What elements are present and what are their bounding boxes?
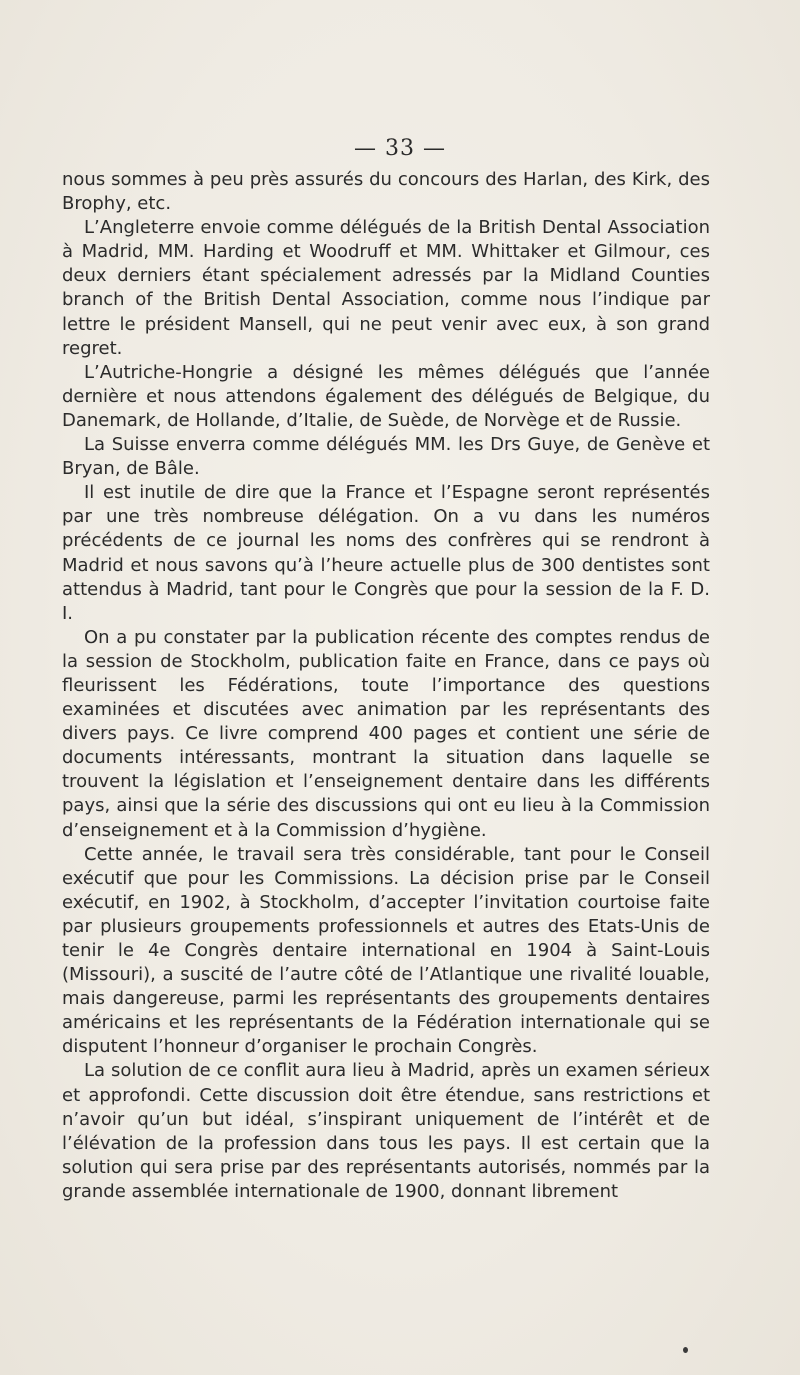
paragraph: La solution de ce conflit aura lieu à Madrid, après un examen sérieux et approfondi. Cette discussion doit être étendue, sans restrictions et n’avoir qu’un but idéal, s’inspirant uniquement de l’intérêt et de l’élévation de la profession dans tous les pays. Il est certain que la solution qui sera prise par des représentants autorisés, nommés par la grande assemblée internationale de 1900, donnant librement [62,1060,710,1202]
ink-dot-mark [683,1347,688,1353]
paragraph: Il est inutile de dire que la France et l’Espagne seront représentés par une très nombreuse délégation. On a vu dans les numéros précédents de ce journal les noms des confrères qui se rendront à Madrid et nous savons qu’à l’heure actuelle plus de 300 dentistes sont attendus à Madrid, tant pour le Congrès que pour la session de la F. D. I. [62,482,710,624]
paragraph: L’Autriche-Hongrie a désigné les mêmes délégués que l’année dernière et nous attendons également des délégués de Belgique, du Danemark, de Hollande, d’Italie, de Suède, de Norvège et de Russie. [62,361,710,431]
paragraph: La Suisse enverra comme délégués MM. les Drs Guye, de Genève et Bryan, de Bâle. [62,434,710,480]
paragraph: On a pu constater par la publication récente des comptes rendus de la session de Stockholm, publication faite en France, dans ce pays où fleurissent les Fédérations, toute l’importance des questions examinées et discutées avec animation par les représentants des divers pays. Ce livre comprend 400 pages et contient une série de documents intéressants, montrant la situation dans laquelle se trouvent la législation et l’enseignement dentaire dans les différents pays, ainsi que la série des discussions qui ont eu lieu à la Commission d’enseignement et à la Commission d’hygiène. [62,626,710,841]
paragraph: L’Angleterre envoie comme délégués de la British Dental Association à Madrid, MM. Harding et Woodruff et MM. Whittaker et Gilmour, ces deux derniers étant spécialement adressés par la Midland Counties branch of the British Dental Association, comme nous l’indique par lettre le président Mansell, qui ne peut venir avec eux, à son grand regret. [62,217,710,359]
page-number: — 33 — [354,136,446,161]
paragraph: Cette année, le travail sera très considérable, tant pour le Conseil exécutif que pour les Commissions. La décision prise par le Conseil exécutif, en 1902, à Stockholm, d’accepter l’invitation courtoise faite par plusieurs groupements professionnels et autres des Etats-Unis de tenir le 4e Congrès dentaire international en 1904 à Saint-Louis (Missouri), a suscité de l’autre côté de l’Atlantique une rivalité louable, mais dangereuse, parmi les représentants des groupements dentaires américains et les représentants de la Fédération internationale qui se disputent l’honneur d’organiser le prochain Congrès. [62,843,710,1058]
body-text [62,168,710,1204]
paragraph: nous sommes à peu près assurés du concours des Harlan, des Kirk, des Brophy, etc. [62,169,710,215]
